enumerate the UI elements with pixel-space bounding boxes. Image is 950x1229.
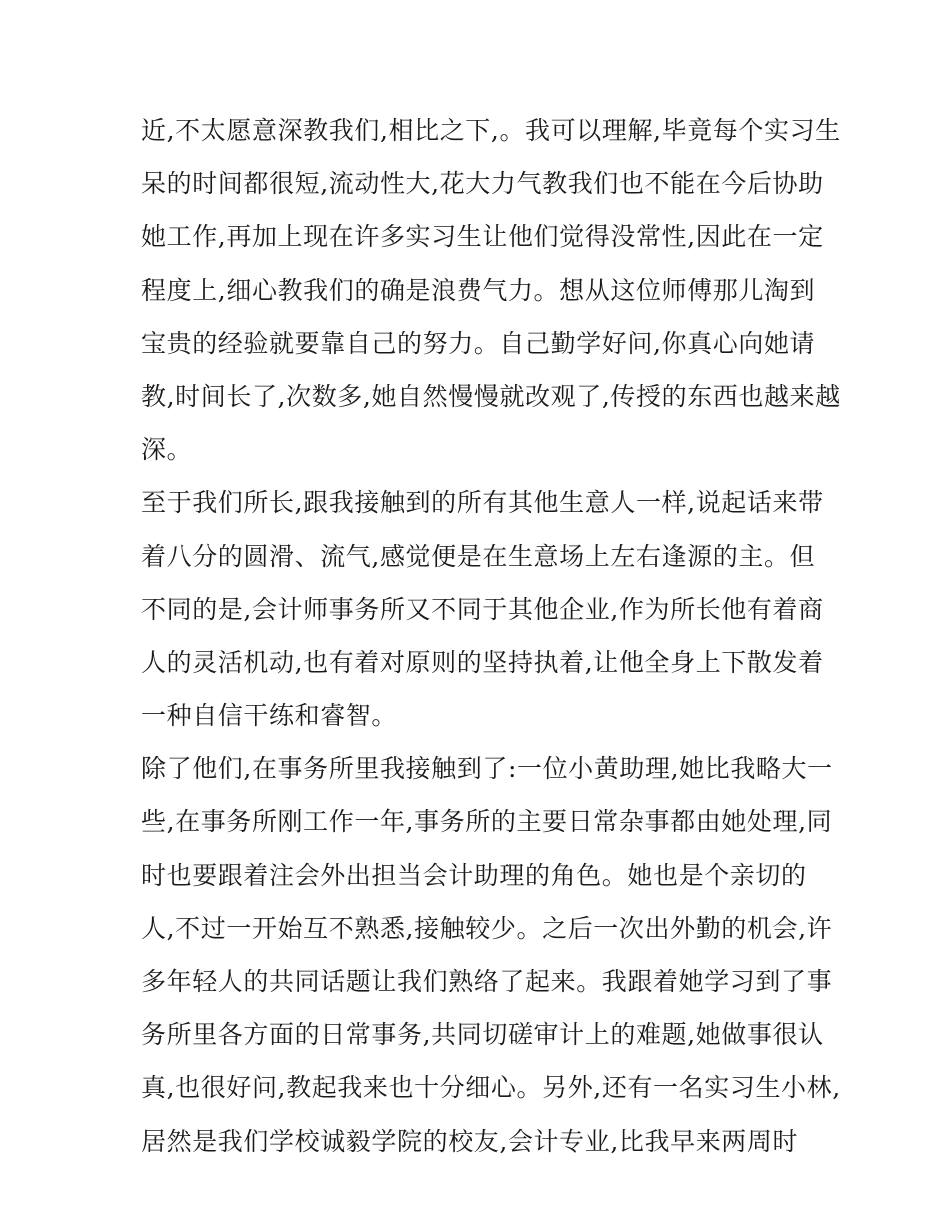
text-line: 教,时间长了,次数多,她自然慢慢就改观了,传授的东西也越来越 [141,381,841,411]
text-line: 她工作,再加上现在许多实习生让他们觉得没常性,因此在一定 [141,222,824,252]
text-line: 些,在事务所刚工作一年,事务所的主要日常杂事都由她处理,同 [141,807,833,837]
body-text [141,104,841,1168]
text-line: 居然是我们学校诚毅学院的校友,会计专业,比我早来两周时 [141,1126,799,1156]
text-line: 宝贵的经验就要靠自己的努力。自己勤学好问,你真心向她请 [141,328,816,358]
text-line: 多年轻人的共同话题让我们熟络了起来。我跟着她学习到了事 [141,967,833,996]
text-line: 除了他们,在事务所里我接触到了:一位小黄助理,她比我略大一 [141,754,833,784]
text-line: 程度上,细心教我们的确是浪费气力。想从这位师傅那儿淘到 [141,275,816,305]
text-line: 不同的是,会计师事务所又不同于其他企业,作为所长他有着商 [141,594,824,624]
text-line: 至于我们所长,跟我接触到的所有其他生意人一样,说起话来带 [141,488,824,518]
text-line: 人,不过一开始互不熟悉,接触较少。之后一次出外勤的机会,许 [141,913,833,943]
text-line: 时也要跟着注会外出担当会计助理的角色。她也是个亲切的 [141,860,807,890]
text-line: 务所里各方面的日常事务,共同切磋审计上的难题,她做事很认 [141,1020,824,1050]
text-line: 深。 [141,435,193,465]
text-line: 一种自信干练和睿智。 [141,701,398,731]
text-line: 呆的时间都很短,流动性大,花大力气教我们也不能在今后协助 [141,169,824,199]
text-line: 人的灵活机动,也有着对原则的坚持执着,让他全身上下散发着 [141,647,824,677]
text-line: 着八分的圆滑、流气,感觉便是在生意场上左右逢源的主。但 [141,541,816,571]
text-line: 近,不太愿意深教我们,相比之下,。我可以理解,毕竟每个实习生 [141,116,841,145]
text-line: 真,也很好问,教起我来也十分细心。另外,还有一名实习生小林, [141,1073,841,1103]
